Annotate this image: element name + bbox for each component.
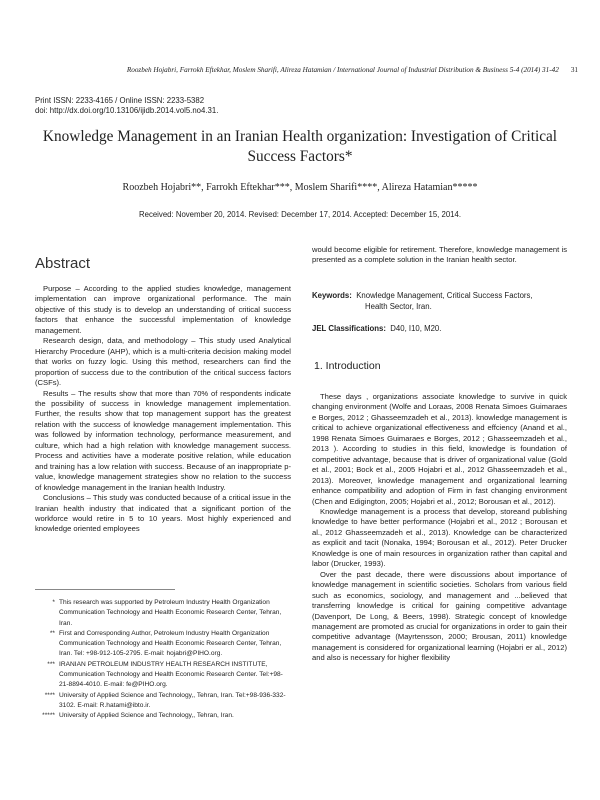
page-number: 31 (570, 66, 578, 74)
issn-block (35, 96, 218, 115)
footnote-text: IRANIAN PETROLEUM INDUSTRY HEALTH RESEARCH INSTITUTE, Communication Technology and Health Economic Research Center. Tel:+98-21-8894-4010. E-mail: fe@PIHO.org. (59, 660, 283, 689)
doi-line: doi: http://dx.doi.org/10.13106/ijidb.2014.vol5.no4.31. (35, 105, 219, 115)
jel-classifications (312, 324, 567, 335)
footnote-mark: * (52, 599, 55, 606)
intro-paragraph-2: Knowledge management is a process that develop, storeand publishing knowledge to have better performance (Hojabri et al., 2012 ; Borousan et al., 2012 Ghasseemzadeh et al., 2013). Knowledge can be characterized as explicit and tacit (Nonaka, 1994; Borousan et al., 2012). Peter Drucker Knowledge is one of main resources in organization rather than capital and labor (Drucker, 1993). (312, 506, 567, 569)
footnote-item (35, 598, 291, 629)
abstract-body (35, 284, 291, 535)
footnote-item (35, 660, 291, 691)
footnote-item (35, 711, 291, 721)
running-head (30, 66, 578, 74)
footnote-text: University of Applied Science and Technology,, Tehran, Iran. (59, 712, 234, 720)
abstract-continued: would become eligible for retirement. Therefore, knowledge management is presented as a complete solution in the Iranian health sector. (312, 245, 567, 265)
footnote-text: University of Applied Science and Technology,, Tehran, Iran. Tel:+98-936-332-3102. E-mail: R.hatami@ibto.ir. (59, 691, 286, 709)
footnotes (35, 598, 291, 722)
section-heading-introduction: 1. Introduction (314, 360, 381, 372)
footnote-mark: ** (49, 629, 55, 637)
keywords-line-1: Knowledge Management, Critical Success Factors, (356, 291, 533, 300)
footnote-text: First and Corresponding Author, Petroleum Industry Health Organization Communication Technology and Health Economic Research Center, Tehran, Iran. Tel: +98-912-105-2795. E-mail: hojabri@PIHO.org. (59, 629, 282, 658)
keywords-label: Keywords: (312, 291, 352, 300)
abstract-results: Results – The results show that more than 70% of respondents indicate the possibility of success in knowledge management implementation. Further, the results show that top management support has the greatest relation with the success of knowledge management implementation. This was followed by information technology, performance measurement, and culture, which had a high relation with knowledge management success. Process and activities have a moderate positive relation, while education and training has a low relation with success. Because of an inappropriate p-value, knowledge management strategies show no relation to the success of knowledge management in the Iranian health Industry. (35, 388, 291, 492)
intro-paragraph-3: Over the past decade, there were discussions about importance of knowledge management in scientific societies. Scholars from various field such as economics, sociology, and management and ...believed that transferring knowledge is critical for gaining competitive advantage (Davenport, De Long, & Beers, 1998). Strategic concept of knowledge management are promoted as crucial for organizations in order to gain their competitive advantage (Mayrtensson, 2000; Brousan, 2011) knowledge management is considered for organizational learning (Hojabri er al., 2012) and also is necessary for higher flexibility (312, 569, 567, 663)
purpose-label: Purpose (43, 284, 72, 293)
footnote-divider (35, 589, 175, 590)
keywords (312, 291, 567, 312)
abstract-design: Research design, data, and methodology – This study used Analytical Hierarchy Procedure (AHP), which is a multi-criteria decision making model that works on fuzzy logic. Using this method, researchers can find the proportion of success due to the contribution of the critical success factors (CSFs). (35, 336, 291, 388)
abstract-purpose: Purpose – According to the applied studies knowledge, management implementation can improve organizational performance. The main objective of this study is to develop an understanding of critical success factors that enhance the successful implementation of knowledge management. (35, 284, 291, 335)
results-label: Results (43, 388, 69, 398)
footnote-text: This research was supported by Petroleum Industry Health Organization Communication Technology and Health Economic Research Center, Tehran, Iran. (59, 599, 282, 627)
design-label: Research design, data, and methodology (43, 336, 188, 346)
author-list: Roozbeh Hojabri**, Farrokh Eftekhar***, Moslem Sharifi****, Alireza Hatamian***** (122, 182, 478, 193)
received-dates: Received: November 20, 2014. Revised: December 17, 2014. Accepted: December 15, 2014. (138, 210, 462, 219)
running-head-text: Roozbeh Hojabri, Farrokh Eftekhar, Moslem Sharifi, Alireza Hatamian / International Journal of Industrial Distribution & Business 5-4 (2014) 31-42 (126, 66, 559, 74)
abstract-heading: Abstract (35, 255, 91, 272)
footnote-mark: ***** (42, 712, 55, 720)
jel-value: D40, I10, M20. (390, 324, 442, 333)
keywords-line-2: Health Sector, Iran. (365, 301, 432, 311)
jel-label: JEL Classifications: (312, 324, 386, 333)
footnote-item (35, 629, 291, 660)
intro-paragraph-1: These days , organizations associate knowledge to survive in quick changing environment (Wolfe and Loraas, 2008 Renata Simoes Guimaraes e Borges, 2012 ; Ghasseemzadeh et al., 2013). knowledge management is critical to achieve organizational effectiveness and effciency (Anand et al., 1998 Renata Simoes Guimaraes e Borges, 2012 ; Ghasseemzadeh et al., 2013 ). According to studies in this field, knowledge is foundation of competitive advantage, because that is driver of organizational value (Gold et al., 2001; Bock et al., 2005 Hojabri et al., 2012 Ghasseemzadeh et al., 2013). Moreover, knowledge management and organizational learning enhance compatibility and adoption of Firm in fast changing environment (Chen and Edigington, 2005; Hojabri et al., 2012; Borousan et al., 2012). (312, 392, 567, 506)
issn-line: Print ISSN: 2233-4165 / Online ISSN: 2233-5382 (35, 96, 205, 105)
footnote-item (35, 691, 291, 712)
footnote-mark: **** (44, 691, 55, 699)
conclusions-label: Conclusions (43, 493, 85, 503)
abstract-conclusions: Conclusions – This study was conducted because of a critical issue in the Iranian health industry that indicated that a significant portion of the workforce would retire in 5 to 10 years. Most highly experienced and knowledge oriented employees (35, 493, 291, 534)
footnote-mark: *** (47, 660, 55, 668)
introduction-body (312, 392, 567, 664)
paper-title: Knowledge Management in an Iranian Health organization: Investigation of Critical Success Factors* (42, 128, 558, 165)
